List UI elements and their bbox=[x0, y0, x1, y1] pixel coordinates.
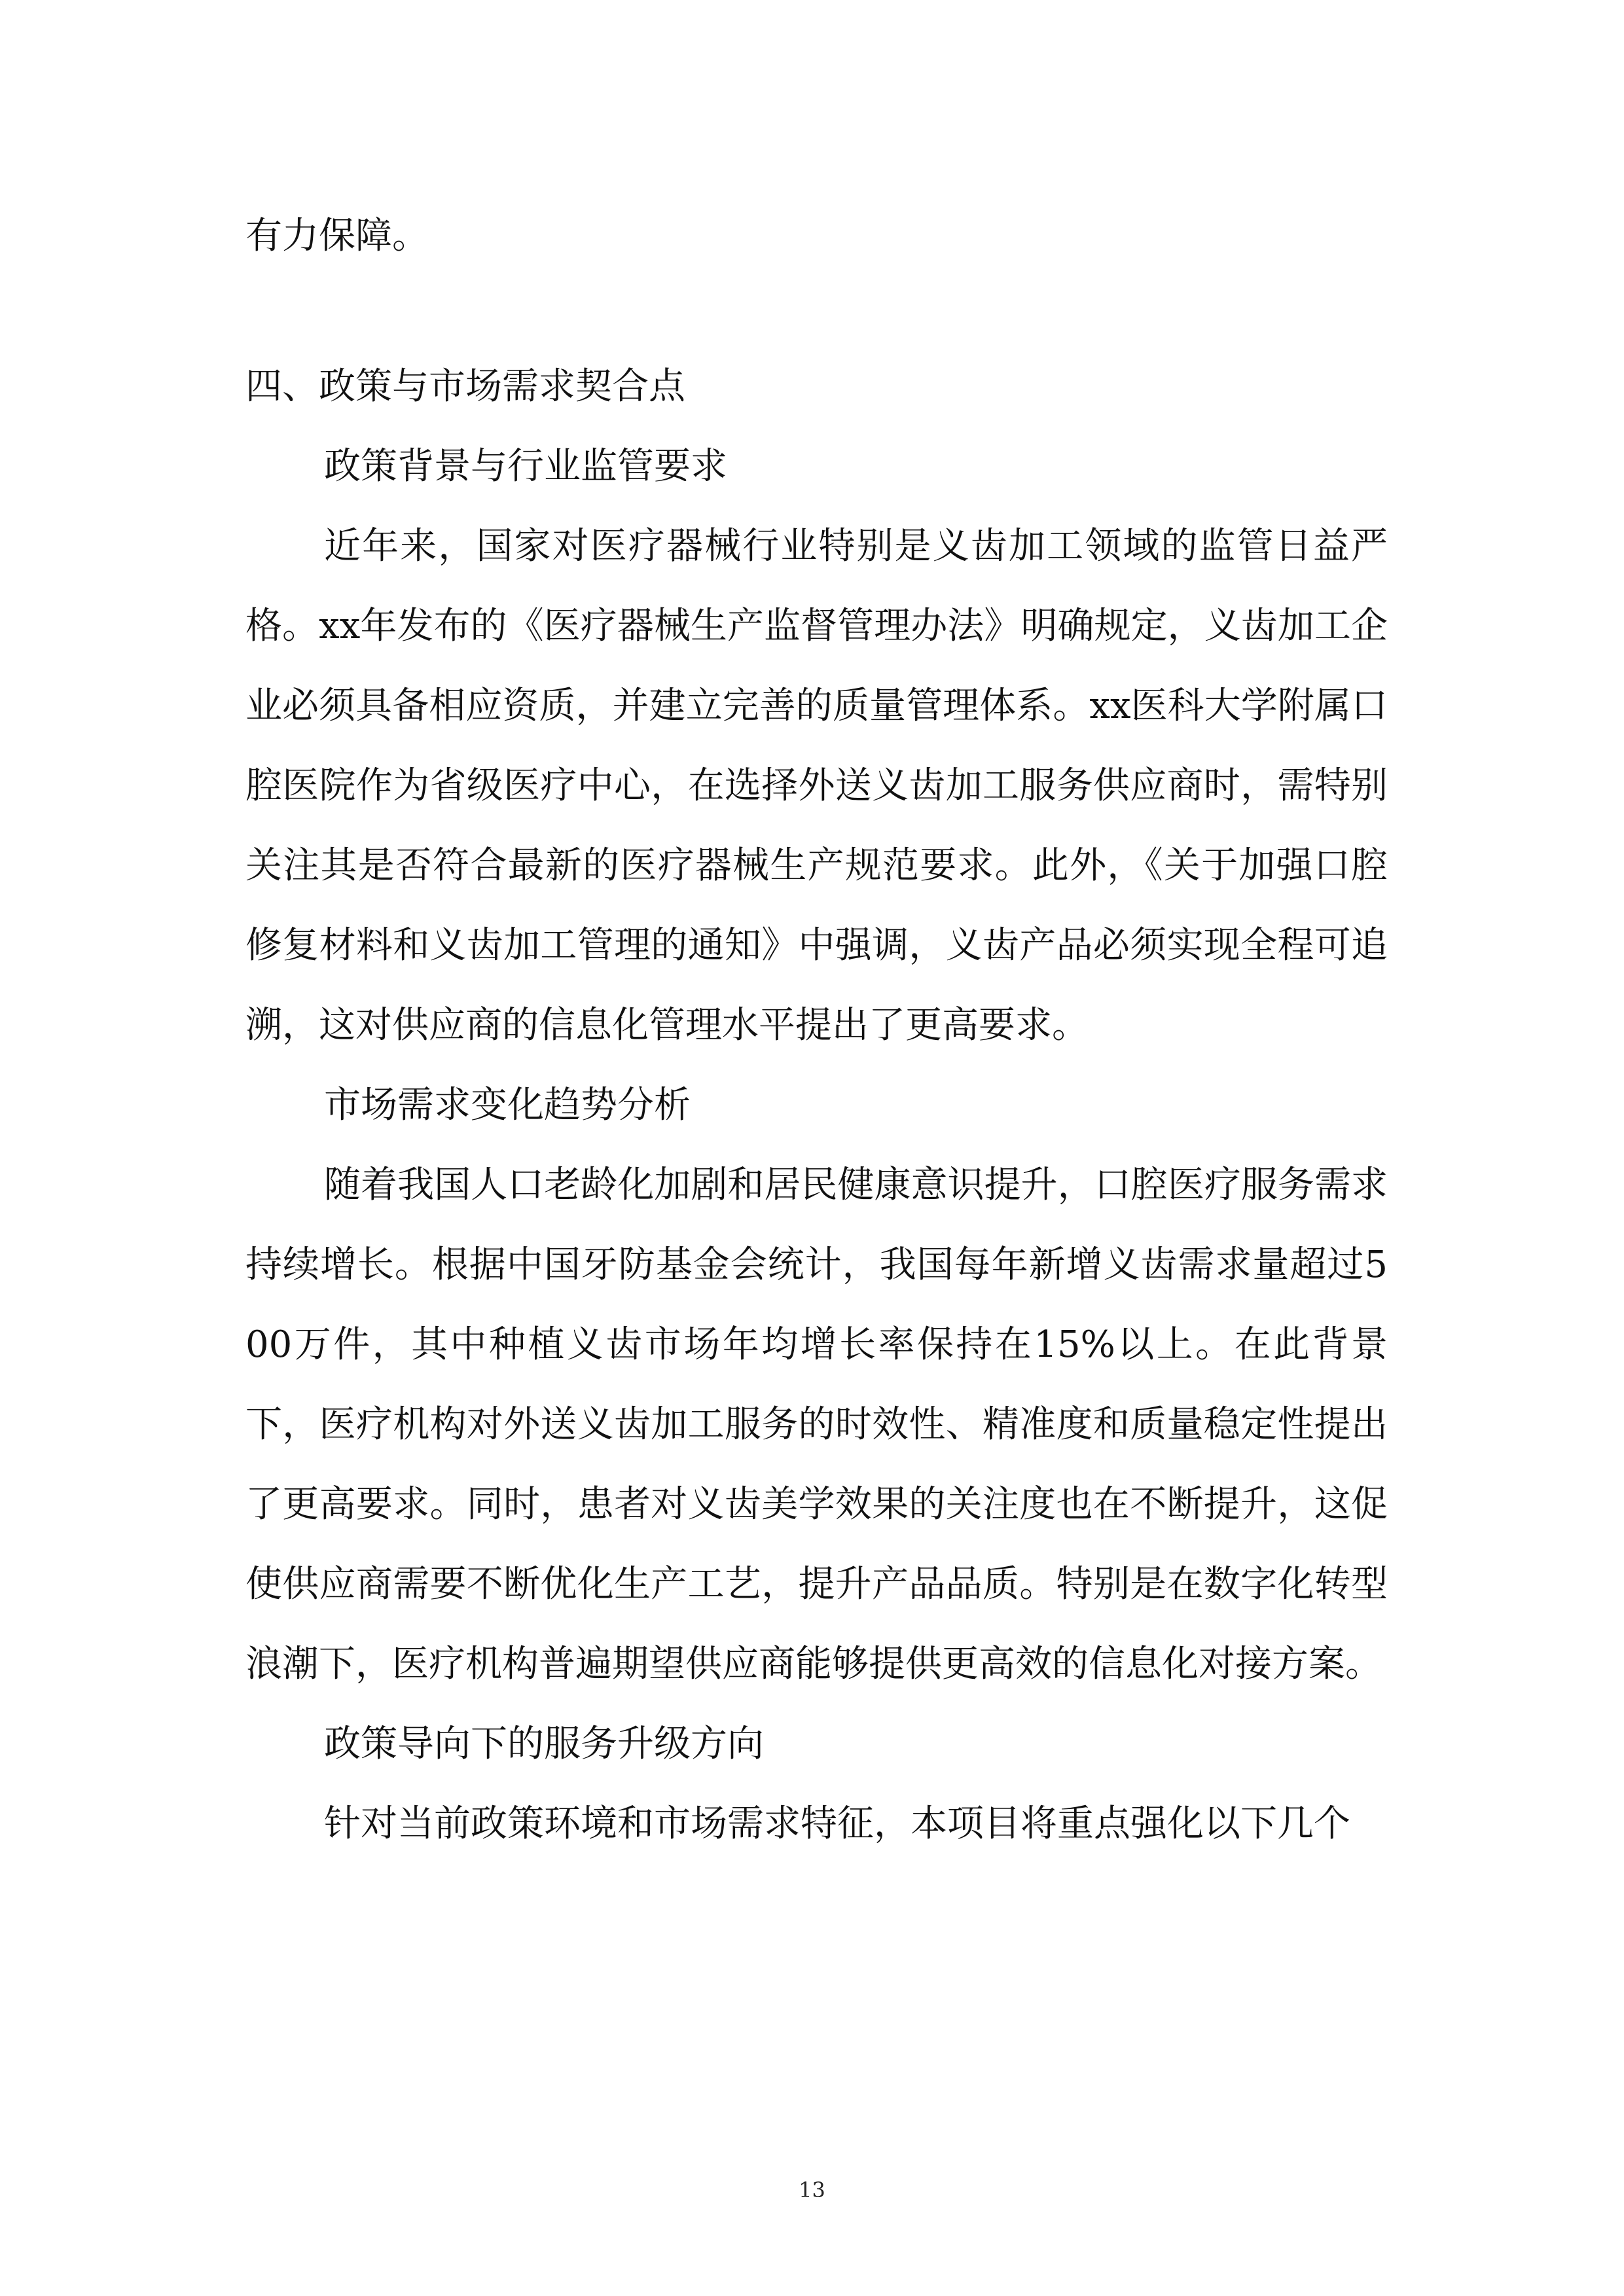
subsection-heading-policy: 政策背景与行业监管要求 bbox=[324, 445, 727, 488]
paragraph-policy: 近年来，国家对医疗器械行业特别是义齿加工领域的监管日益严格。xx年发布的《医疗器械生产监督管理办法》明确规定，义齿加工企业必须具备相应资质，并建立完善的质量管理体系。xx医科大学附属口腔医院作为省级医疗中心，在选择外送义齿加工服务供应商时，需特别关注其是否符合最新的医疗器械生产规范要求。此外，《关于加强口腔修复材料和义齿加工管理的通知》中强调，义齿产品必须实现全程可追溯，这对供应商的信息化管理水平提出了更高要求。 bbox=[245, 525, 1388, 1047]
section-heading: 四、政策与市场需求契合点 bbox=[245, 365, 685, 408]
paragraph-upgrade: 针对当前政策环境和市场需求特征，本项目将重点强化以下几个 bbox=[324, 1803, 1350, 1845]
page-number: 13 bbox=[799, 2178, 825, 2202]
subsection-heading-market: 市场需求变化趋势分析 bbox=[324, 1084, 691, 1126]
subsection-heading-upgrade: 政策导向下的服务升级方向 bbox=[324, 1723, 764, 1765]
continuation-text: 有力保障。 bbox=[245, 215, 429, 257]
page-body bbox=[245, 196, 1388, 1864]
paragraph-market: 随着我国人口老龄化加剧和居民健康意识提升，口腔医疗服务需求持续增长。根据中国牙防基金会统计，我国每年新增义齿需求量超过500万件，其中种植义齿市场年均增长率保持在15%以上。在此背景下，医疗机构对外送义齿加工服务的时效性、精准度和质量稳定性提出了更高要求。同时，患者对义齿美学效果的关注度也在不断提升，这促使供应商需要不断优化生产工艺，提升产品品质。特别是在数字化转型浪潮下，医疗机构普遍期望供应商能够提供更高效的信息化对接方案。 bbox=[245, 1164, 1388, 1685]
